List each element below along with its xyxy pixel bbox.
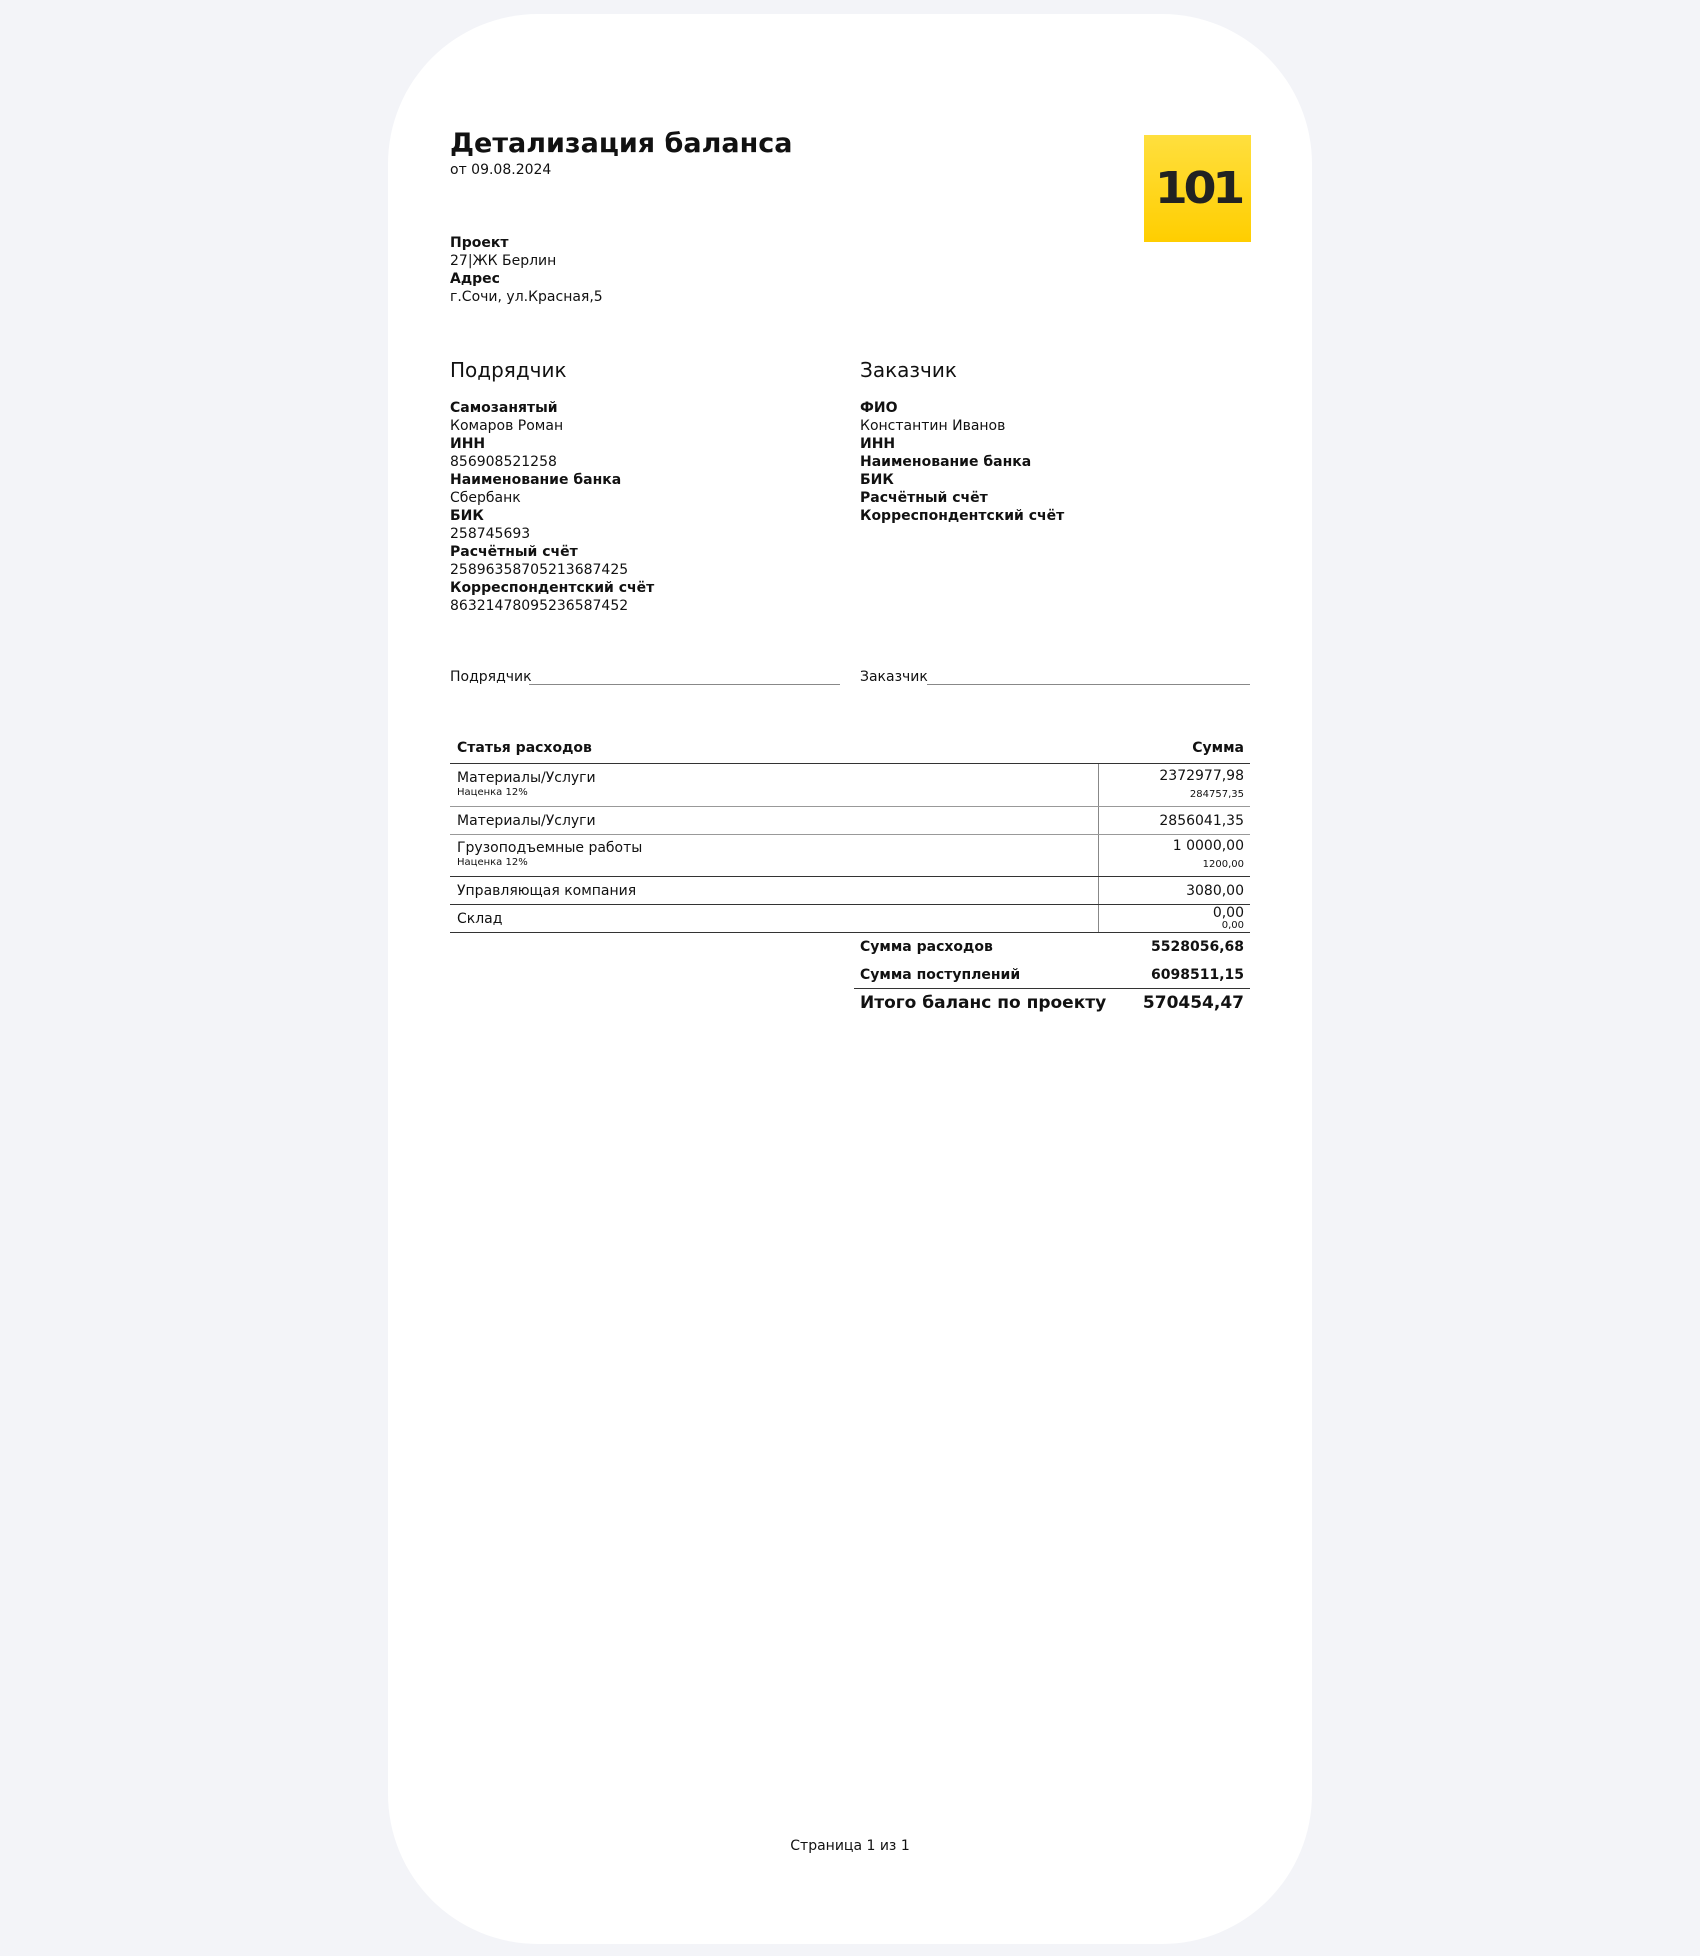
document-title: Детализация баланса	[450, 128, 793, 159]
contractor-field-label: ИНН	[450, 436, 486, 452]
table-row-sum: 1 0000,00	[1172, 838, 1244, 854]
customer-field-label: Наименование банка	[860, 454, 1032, 470]
company-logo	[1144, 135, 1251, 242]
table-row-subsum: 0,00	[1221, 920, 1244, 931]
table-column-divider	[1098, 764, 1099, 932]
balance-total-value: 570454,47	[1142, 993, 1244, 1013]
table-row-sum: 3080,00	[1186, 883, 1244, 899]
contractor-field-label: Наименование банка	[450, 472, 622, 488]
contractor-field-value: Сбербанк	[450, 490, 521, 506]
contractor-field-value: 86321478095236587452	[450, 598, 629, 614]
contractor-field-value: 856908521258	[450, 454, 557, 470]
document-date: от 09.08.2024	[450, 162, 552, 178]
table-header-sum: Сумма	[1192, 740, 1244, 756]
contractor-signature-label: Подрядчик	[450, 669, 532, 685]
table-row-subsum: 284757,35	[1189, 789, 1244, 800]
table-row-divider	[450, 876, 1250, 877]
table-row-note: Наценка 12%	[457, 787, 528, 798]
project-label: Проект	[450, 235, 509, 251]
customer-heading: Заказчик	[860, 358, 957, 382]
table-row-item: Материалы/Услуги	[457, 770, 596, 786]
table-row-item: Управляющая компания	[457, 883, 637, 899]
table-row-note: Наценка 12%	[457, 857, 528, 868]
table-row-divider	[450, 806, 1250, 807]
project-value: 27|ЖК Берлин	[450, 253, 557, 269]
contractor-field-label: Расчётный счёт	[450, 544, 578, 560]
table-row-sum: 2856041,35	[1159, 813, 1244, 829]
customer-field-label: Расчётный счёт	[860, 490, 988, 506]
income-total-value: 6098511,15	[1151, 967, 1244, 983]
contractor-field-value: 25896358705213687425	[450, 562, 629, 578]
table-row-sum: 0,00	[1212, 905, 1244, 921]
expenses-total-label: Сумма расходов	[860, 939, 993, 955]
contractor-field-label: БИК	[450, 508, 484, 524]
customer-field-label: ФИО	[860, 400, 898, 416]
table-bottom-rule	[450, 932, 1250, 933]
income-total-label: Сумма поступлений	[860, 967, 1021, 983]
page-number: Страница 1 из 1	[790, 1838, 910, 1854]
customer-field-label: ИНН	[860, 436, 896, 452]
contractor-field-label: Корреспондентский счёт	[450, 580, 655, 596]
expenses-total-value: 5528056,68	[1151, 939, 1244, 955]
customer-field-value: Константин Иванов	[860, 418, 1006, 434]
customer-signature-label: Заказчик	[860, 669, 928, 685]
customer-field-label: Корреспондентский счёт	[860, 508, 1065, 524]
table-row-sum: 2372977,98	[1159, 768, 1244, 784]
table-row-item: Грузоподъемные работы	[457, 840, 643, 856]
table-header-item: Статья расходов	[457, 740, 592, 756]
contractor-field-label: Самозанятый	[450, 400, 558, 416]
table-row-item: Склад	[457, 911, 503, 927]
customer-signature-line	[927, 684, 1250, 685]
address-value: г.Сочи, ул.Красная,5	[450, 289, 603, 305]
table-row-subsum: 1200,00	[1202, 859, 1244, 870]
address-label: Адрес	[450, 271, 500, 287]
contractor-field-value: Комаров Роман	[450, 418, 564, 434]
balance-total-label: Итого баланс по проекту	[860, 993, 1107, 1013]
table-row-divider	[450, 834, 1250, 835]
table-row-item: Материалы/Услуги	[457, 813, 596, 829]
contractor-heading: Подрядчик	[450, 358, 567, 382]
contractor-field-value: 258745693	[450, 526, 531, 542]
logo-text: 101	[1154, 163, 1241, 214]
customer-field-label: БИК	[860, 472, 894, 488]
table-header-rule	[450, 763, 1250, 764]
totals-rule	[854, 988, 1250, 989]
contractor-signature-line	[529, 684, 840, 685]
